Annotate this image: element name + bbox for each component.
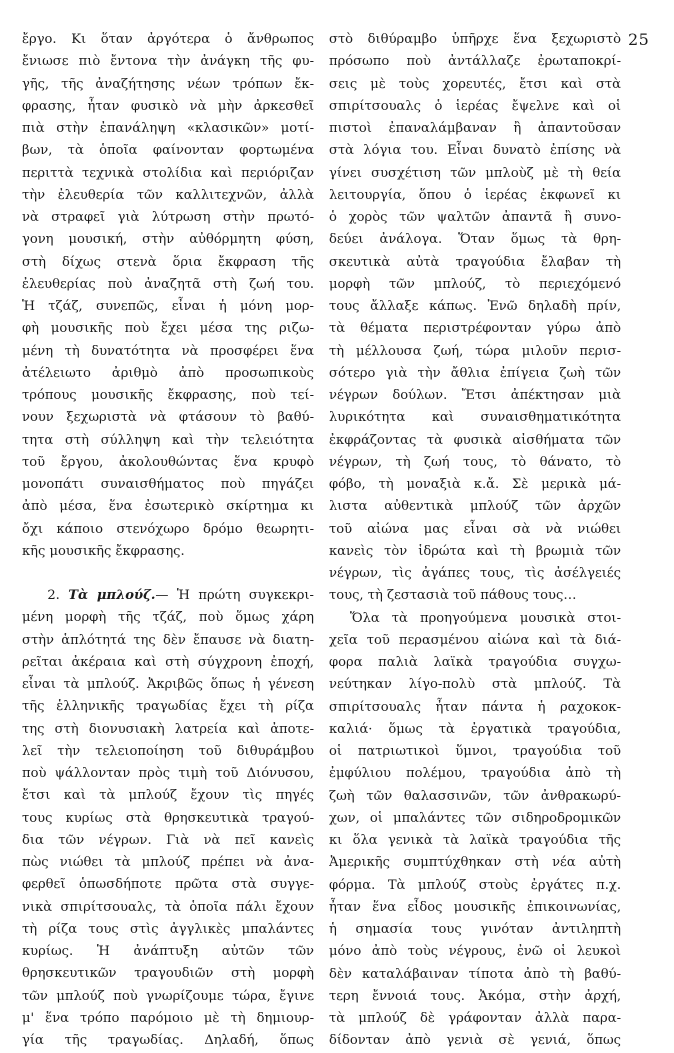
- text-line: ζωὴ τῶν θαλασσινῶν, τῶν ἀνθρακωρύ-: [329, 788, 621, 804]
- text-line: τους ἄλλαξε κάπως. Ἐνῶ δηλαδὴ πρίν,: [329, 299, 621, 314]
- text-line: λειτουργία, ὅπου ὁ ἱερέας ἐκφωνεῖ κι: [329, 187, 621, 203]
- section-heading-line: [22, 585, 314, 607]
- right-paragraph-1: [329, 29, 621, 608]
- text-line: ἔργο. Κι ὅταν ἀργότερα ὁ ἄνθρωπος: [22, 32, 314, 47]
- text-line: φόβο, τὴ μοναξιὰ κ.ἄ. Σὲ μερικὰ μά-: [329, 477, 621, 492]
- text-line: πὼς νιώθει τὰ μπλούζ πρέπει νὰ ἀνα-: [22, 855, 314, 870]
- text-line: κι ὅλα γενικὰ τὰ λαϊκὰ τραγούδια τῆς: [329, 833, 621, 848]
- text-line: τὴν ἐλευθερία τῶν καλλιτεχνῶν, ἀλλὰ: [22, 187, 314, 203]
- right-paragraph-2: [329, 608, 621, 1053]
- text-line: γῆς, τῆς ἀναζήτησης νέων τρόπων ἔκ-: [22, 76, 314, 92]
- text-line: νέγρων, τὴ ζωή τους, τὸ θάνατο, τὸ: [329, 454, 621, 470]
- text-line: ἔνιωσε πιὸ ἔντονα τὴν ἀνάγκη τῆς φυ-: [22, 54, 314, 70]
- text-line: πρόσωπο ποὺ ἀντάλλαζε ἐρωταποκρί-: [329, 54, 621, 70]
- text-line: δεύει ἀνάλογα. Ὅταν ὅμως τὰ θρη-: [329, 232, 621, 248]
- text-line: περιττὰ τεχνικὰ στολίδια καὶ περιόριζαν: [22, 165, 314, 181]
- text-line: τὰ θέματα περιστρέφονταν γύρω ἀπὸ: [329, 321, 621, 337]
- text-line: νέγρων δούλων. Ἔτσι ἀπέκτησαν μιὰ: [329, 388, 621, 403]
- text-line: θρησκευτικῶν τραγουδιῶν στὴ μορφὴ: [22, 966, 314, 982]
- text-line: μένη τὴ δυνατότητα νὰ προσφέρει ἕνα: [22, 343, 314, 359]
- text-line: ἐλευθερίας ποὺ ἀναζητᾶ στὴ ζωή του.: [22, 276, 314, 292]
- text-line: κῆς μουσικῆς ἔκφρασης.: [22, 543, 185, 559]
- text-line: ἐμφύλιου πολέμου, τραγούδια ἀπὸ τὴ: [329, 766, 621, 782]
- text-line: ἡ σημασία τους γινόταν ἀντιληπτὴ: [329, 922, 621, 937]
- text-line: σκευτικὰ αὐτὰ τραγούδια ἔλαβαν τὴ: [329, 254, 621, 270]
- text-line: οἱ πατριωτικοὶ ὕμνοι, τραγούδια τοῦ: [329, 744, 621, 759]
- page-number: 25: [628, 30, 650, 49]
- text-line: Ὅλα τὰ προηγούμενα μουσικὰ στοι-: [349, 610, 621, 626]
- text-line: ἔτσι καὶ τὰ μπλούζ ἔχουν τὶς πηγές: [22, 788, 314, 804]
- text-line: τους, τὴ ζεστασιὰ τοῦ πάθους τους…: [329, 588, 577, 604]
- text-line: κανεὶς τὸν ἱδρώτα καὶ τὴ βρωμιὰ τῶν: [329, 543, 621, 559]
- section-dash-text: — Ἡ πρώτη συγκεκρι-: [155, 588, 314, 603]
- text-line: τῶν μπλούζ ποὺ γνωρίζουμε τώρα, ἔγινε: [22, 988, 314, 1004]
- text-line: φόρμα. Τὰ μπλούζ στοὺς ἐργάτες π.χ.: [329, 877, 621, 893]
- text-line: κυρίως. Ἡ ἀνάπτυξη αὐτῶν τῶν: [22, 944, 314, 959]
- text-line: τητα στὴ σύλληψη καὶ τὴν τελειότητα: [22, 432, 314, 448]
- text-line: δια τῶν νέγρων. Γιὰ νὰ πεῖ κανεὶς: [22, 832, 314, 848]
- text-line: φρασης, ἦταν φυσικὸ νὰ μὴν ἀρκεσθεῖ: [22, 98, 314, 114]
- text-line: τρόπους μουσικῆς ἔκφρασης, ποὺ τεί-: [22, 388, 314, 403]
- text-line: σεις μὲ τοὺς χορευτές, ἔτσι καὶ στὰ: [329, 76, 621, 92]
- text-line: μένη μορφὴ τῆς τζάζ, ποὺ ὅμως χάρη: [22, 610, 314, 626]
- text-line: νεύτηκαν λίγο-πολὺ στὰ μπλούζ. Τὰ: [329, 677, 621, 693]
- text-line: χεῖα τοῦ περασμένου αἰώνα καὶ τὰ διά-: [329, 632, 621, 648]
- text-line: τὰ μπλούζ δὲ γράφονταν ἀλλὰ παρα-: [329, 1011, 621, 1026]
- text-line: τοῦ αἰώνα μας εἶναι σὰ νὰ νιώθει: [329, 521, 621, 537]
- left-paragraph-1: [22, 29, 314, 563]
- text-line: στὴν ἁπλότητά της δὲν ἔπαυσε νὰ διατη-: [22, 632, 314, 648]
- text-line: τερη ἔννοιά τους. Ἀκόμα, στὴν ἀρχή,: [329, 988, 621, 1004]
- text-line: ρεῖται ἀκέραια καὶ στὴ σύγχρονη ἐποχή,: [22, 654, 314, 670]
- text-line: γία τῆς τραγωδίας. Δηλαδή, ὅπως: [22, 1033, 314, 1048]
- left-column: [22, 29, 314, 1052]
- text-line: στὸ διθύραμβο ὑπῆρχε ἕνα ξεχωριστὸ: [329, 32, 621, 47]
- text-line: εἶναι τὰ μπλούζ. Ἀκριβῶς ὅπως ἡ γένεση: [22, 677, 314, 692]
- text-line: Ἡ τζάζ, συνεπῶς, εἶναι ἡ μόνη μορ-: [22, 299, 314, 314]
- text-line: φὴ μουσικῆς ποὺ ἔχει μέσα της ριζω-: [22, 321, 314, 337]
- section-number: 2.: [47, 588, 60, 603]
- text-line: δὲν καταλάβαιναν τίποτα ἀπὸ τὴ βαθύ-: [329, 966, 621, 982]
- right-column: [329, 29, 621, 1053]
- text-line: ἦταν ἕνα εἶδος μουσικῆς ἐπικοινωνίας,: [329, 899, 621, 915]
- text-line: μονοπάτι συναισθήματος ποὺ πηγάζει: [22, 477, 314, 492]
- text-line: γονη μουσική, στὴν αὐθόρμητη φύση,: [22, 232, 314, 248]
- left-paragraph-2: [22, 607, 314, 1052]
- text-line: τὴ ρίζα τους στὶς ἀγγλικὲς μπαλάντες: [22, 921, 314, 937]
- text-line: λυρικότητα καὶ συναισθηματικότητα: [329, 410, 621, 426]
- text-line: στὰ λόγια του. Εἶναι δυνατὸ ἐπίσης νὰ: [329, 143, 621, 159]
- text-line: τους κυρίως στὰ θρησκευτικὰ τραγού-: [22, 810, 314, 826]
- text-line: μορφὴ τῶν μπλούζ, τὸ περιεχόμενό: [329, 276, 621, 292]
- text-line: στὴ δίχως στενὰ ὅρια ἔκφραση τῆς: [22, 254, 314, 270]
- text-line: ὁ χορὸς τῶν ψαλτῶν ἀπαντᾶ ἢ συνο-: [329, 210, 621, 225]
- text-line: νουν ξεχωριστὰ νὰ φτάσουν τὸ βαθύ-: [22, 410, 314, 426]
- text-line: ἀτέλειωτο ἀριθμὸ ἀπὸ προσωπικοὺς: [22, 365, 314, 381]
- text-line: φορα παλιὰ λαϊκὰ τραγούδια συγχω-: [329, 655, 621, 670]
- text-line: γίνει συσχέτιση τῶν μπλοὺζ μὲ τὴ θεία: [329, 165, 621, 181]
- text-line: φερθεῖ ὁπωσδήποτε πρῶτα στὰ συγγε-: [22, 877, 314, 893]
- text-line: πιστοὶ ἐπαναλάμβαναν ἢ ἀπαντοῦσαν: [329, 121, 621, 136]
- text-line: πιὰ στὴν ἐπανάληψη «κλασικῶν» μοτί-: [22, 121, 314, 136]
- text-line: νικὰ σπιρίτσουαλς, τὰ ὁποῖα πάλι ἔχουν: [22, 899, 314, 915]
- text-line: λεῖ τὴν τελειοποίηση τοῦ διθυράμβου: [22, 743, 314, 759]
- text-line: χων, οἱ μπαλάντες τῶν σιδηροδρομικῶν: [329, 810, 621, 826]
- text-line: σότερο γιὰ τὴν ἄθλια ἐπίγεια ζωὴ τῶν: [329, 365, 621, 381]
- text-line: βων, τὰ ὁποῖα φαίνονταν φορτωμένα: [22, 143, 314, 159]
- text-line: μ' ἕνα τρόπο παρόμοιο μὲ τὴ δημιουρ-: [22, 1010, 314, 1026]
- text-line: τὴ μέλλουσα ζωή, τώρα μιλοῦν περισ-: [329, 343, 621, 359]
- text-line: νέγρων, τὶς ἀγάπες τους, τὶς ἀσέλγειές: [329, 566, 621, 581]
- text-line: ἀπὸ μέσα, ἕνα ἐσωτερικὸ σκίρτημα κι: [22, 499, 314, 515]
- text-line: ποὺ ψάλλονταν πρὸς τιμὴ τοῦ Διόνυσου,: [22, 766, 314, 781]
- text-line: ὄχι κάποιο στενόχωρο δρόμο θεωρητι-: [22, 521, 314, 537]
- text-line: σπιρίτσουαλς ὁ ἱερέας ἔψελνε καὶ οἱ: [329, 98, 621, 114]
- text-line: δίδονταν ἀπὸ γενιὰ σὲ γενιά, ὅπως: [329, 1033, 621, 1049]
- text-line: σπιρίτσουαλς ἦταν πάντα ἡ ραχοκοκ-: [329, 699, 621, 715]
- text-line: νὰ στραφεῖ γιὰ λύτρωση στὴν πρωτό-: [22, 210, 314, 225]
- text-line: τῆς ἑλληνικῆς τραγωδίας ἔχει τὴ ρίζα: [22, 699, 314, 715]
- text-line: καλιά· ὅμως τὰ ἐργατικὰ τραγούδια,: [329, 721, 621, 737]
- text-line: της στὴ διονυσιακὴ λατρεία καὶ ἀποτε-: [22, 721, 314, 737]
- section-title: Τὰ μπλούζ.: [68, 588, 156, 603]
- text-line: τοῦ ἔργου, ἀκολουθώντας ἕνα κρυφὸ: [22, 454, 314, 470]
- text-line: Ἀμερικῆς συμπτύχθηκαν στὴ νέα αὐτὴ: [329, 855, 621, 871]
- text-line: λιστα αὐθεντικὰ μπλούζ τῶν ἀρχῶν: [329, 499, 621, 515]
- text-line: μόνο ἀπὸ τοὺς νέγρους, ἐνῶ οἱ λευκοὶ: [329, 944, 621, 960]
- text-line: ἐκφράζοντας τὰ φυσικὰ αἰσθήματα τῶν: [329, 432, 621, 448]
